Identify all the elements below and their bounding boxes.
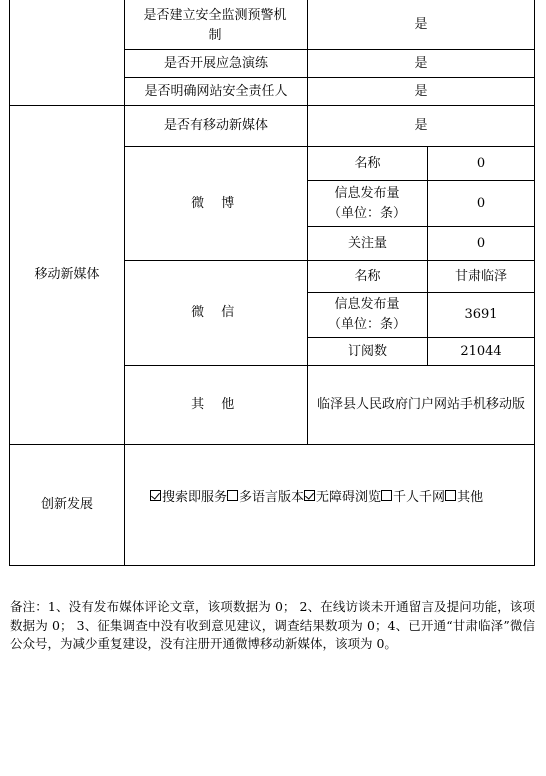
option-other[interactable]: 其他 (445, 486, 483, 505)
option-accessibility[interactable]: 无障碍浏览 (304, 486, 381, 505)
other-label: 其 他 (191, 397, 241, 412)
drill-label: 是否开展应急演练 (163, 55, 268, 71)
wechat-name-label: 名称 (354, 268, 381, 284)
weibo-followers-label: 关注量 (347, 235, 387, 251)
table-border-bottom (9, 565, 535, 566)
monitor-label: 是否建立安全监测预警机制 (143, 8, 287, 43)
checkbox-unchecked-icon[interactable] (227, 490, 238, 501)
checkbox-checked-icon[interactable] (304, 490, 315, 501)
weibo-followers-value: 0 (476, 235, 486, 251)
wechat-subscribers-value: 21044 (460, 343, 502, 359)
innovation-label: 创新发展 (40, 497, 93, 512)
weibo-posts-label: 信息发布量（单位：条） (327, 185, 406, 221)
checkbox-unchecked-icon[interactable] (381, 490, 392, 501)
mobile-media-label: 移动新媒体 (34, 267, 100, 282)
other-value: 临泽县人民政府门户网站手机移动版 (316, 397, 525, 412)
weibo-name-label: 名称 (354, 155, 381, 171)
responsible-label: 是否明确网站安全责任人 (144, 83, 288, 99)
wechat-label: 微 信 (191, 305, 241, 320)
wechat-posts-label: 信息发布量（单位：条） (327, 297, 406, 332)
wechat-posts-value: 3691 (464, 307, 498, 322)
wechat-subscribers-label: 订阅数 (347, 343, 387, 359)
option-multilingual[interactable]: 多语言版本 (227, 486, 304, 505)
has-media-value: 是 (414, 118, 428, 133)
wechat-name-value: 甘肃临泽 (454, 268, 507, 284)
checkbox-checked-icon[interactable] (150, 490, 161, 501)
weibo-label: 微 博 (191, 195, 241, 211)
footnote: 备注：1、没有发布媒体评论文章，该项数据为 0； 2、在线访谈未开通留言及提问功能，该项数据为 0； 3、征集调查中没有收到意见建议，调查结果数项为 0；4、已开通“甘肃临泽”微信公众号，为减少重复建设，没有注册开通微博移动新媒体，该项为 0。 (10, 599, 535, 651)
weibo-name-value: 0 (476, 155, 486, 171)
option-search-as-service[interactable]: 搜索即服务 (150, 486, 227, 505)
has-media-label: 是否有移动新媒体 (163, 118, 268, 133)
monitor-value: 是 (414, 16, 428, 32)
drill-value: 是 (414, 55, 428, 71)
option-personalized[interactable]: 千人千网 (381, 486, 445, 505)
checkbox-unchecked-icon[interactable] (445, 490, 456, 501)
weibo-posts-value: 0 (476, 195, 486, 211)
innovation-options (150, 485, 530, 505)
table-border-right (534, 0, 535, 566)
responsible-value: 是 (414, 83, 428, 99)
